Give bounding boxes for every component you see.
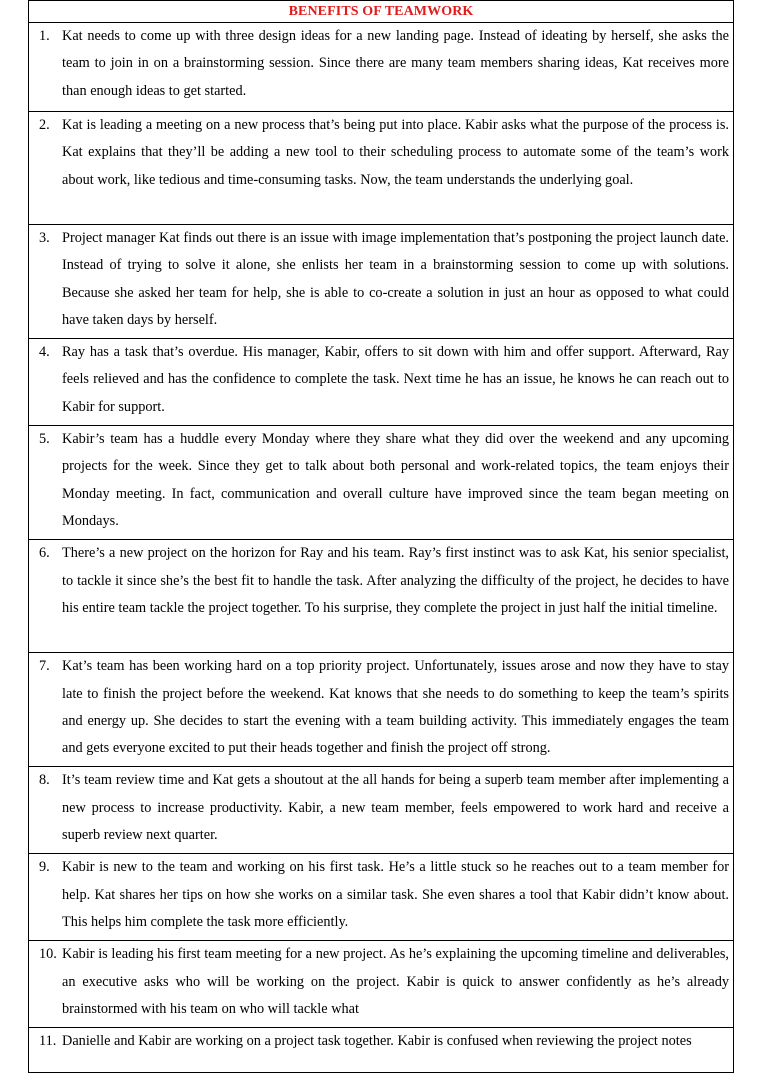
list-item (29, 225, 734, 339)
table-row (29, 112, 734, 225)
item-number: 11. (39, 1033, 57, 1050)
list-item (29, 854, 734, 941)
item-text: Kabir’s team has a huddle every Monday where they share what they did over the weekend and any upcoming projects for the week. Since they get to talk about both personal and work-related topics, the team enjoys their Monday meeting. In fact, communication and overall culture have improved since the team began meeting on Mondays. (62, 431, 729, 529)
list-item (29, 1028, 734, 1073)
item-number: 3. (39, 230, 50, 246)
list-item (29, 941, 734, 1028)
table-row (29, 1028, 734, 1073)
item-text: Kat needs to come up with three design ideas for a new landing page. Instead of ideating by herself, she asks the team to join in on a brainstorming session. Since there are many team members sharing ideas, Kat receives more than enough ideas to get started. (62, 28, 729, 99)
table-row (29, 426, 734, 540)
table-row (29, 854, 734, 941)
item-text: Kat is leading a meeting on a new process that’s being put into place. Kabir asks what the purpose of the process is. Kat explains that they’ll be adding a new tool to their scheduling process to automate some of the team’s work about work, like tedious and time-consuming tasks. Now, the team understands the underlying goal. (62, 117, 729, 188)
item-number: 6. (39, 545, 50, 562)
list-item (29, 23, 734, 112)
item-text: It’s team review time and Kat gets a shoutout at the all hands for being a superb team member after implementing a new process to increase productivity. Kabir, a new team member, feels empowered to work hard and receive a superb review next quarter. (62, 772, 729, 844)
item-text: There’s a new project on the horizon for Ray and his team. Ray’s first instinct was to ask Kat, his senior specialist, to tackle it since she’s the best fit to handle the task. After analyzing the difficulty of the project, he decides to have his entire team tackle the project together. To his surprise, they complete the project in just half the initial timeline. (62, 545, 729, 616)
document-title: BENEFITS OF TEAMWORK (288, 4, 474, 19)
item-number: 5. (39, 431, 50, 448)
list-item (29, 426, 734, 540)
list-item (29, 653, 734, 767)
table-row (29, 540, 734, 653)
item-number: 8. (39, 772, 50, 789)
teamwork-table (28, 0, 734, 1073)
item-text: Kabir is leading his first team meeting for a new project. As he’s explaining the upcoming timeline and deliverables, an executive asks who will be working on the project. Kabir is quick to answer confidently as he’s already brainstormed with his team on who will tackle what (62, 946, 729, 1017)
item-number: 7. (39, 658, 50, 675)
title-row (29, 1, 734, 23)
item-text: Kabir is new to the team and working on his first task. He’s a little stuck so he reaches out to a team member for help. Kat shares her tips on how she works on a similar task. She even shares a tool that Kabir didn’t know about. This helps him complete the task more efficiently. (62, 859, 729, 930)
item-number: 9. (39, 859, 50, 876)
item-text: Kat’s team has been working hard on a top priority project. Unfortunately, issues arose and now they have to stay late to finish the project before the weekend. Kat knows that she needs to do something to keep the team’s spirits and energy up. She decides to start the evening with a team building activity. This immediately engages the team and gets everyone excited to put their heads together and finish the project off strong. (62, 658, 729, 757)
item-text: Ray has a task that’s overdue. His manager, Kabir, offers to sit down with him and offer support. Afterward, Ray feels relieved and has the confidence to complete the task. Next time he has an issue, he knows he can reach out to Kabir for support. (62, 344, 729, 415)
item-number: 10. (39, 946, 57, 963)
table-row (29, 767, 734, 854)
item-text: Danielle and Kabir are working on a project task together. Kabir is confused when reviewing the project notes (62, 1033, 692, 1050)
title-cell (29, 1, 734, 23)
list-item (29, 540, 734, 653)
table-row (29, 225, 734, 339)
list-item (29, 339, 734, 426)
table-row (29, 941, 734, 1028)
item-text: Project manager Kat finds out there is an issue with image implementation that’s postponing the project launch date. Instead of trying to solve it alone, she enlists her team in a brainstorming session to come up with solutions. Because she asked her team for help, she is able to co-create a solution in just an hour as opposed to what could have taken days by herself. (62, 230, 729, 328)
list-item (29, 112, 734, 225)
table-row (29, 653, 734, 767)
table-row (29, 339, 734, 426)
table-row (29, 23, 734, 112)
item-number: 2. (39, 117, 50, 133)
item-number: 4. (39, 344, 50, 361)
list-item (29, 767, 734, 854)
item-number: 1. (39, 28, 50, 44)
